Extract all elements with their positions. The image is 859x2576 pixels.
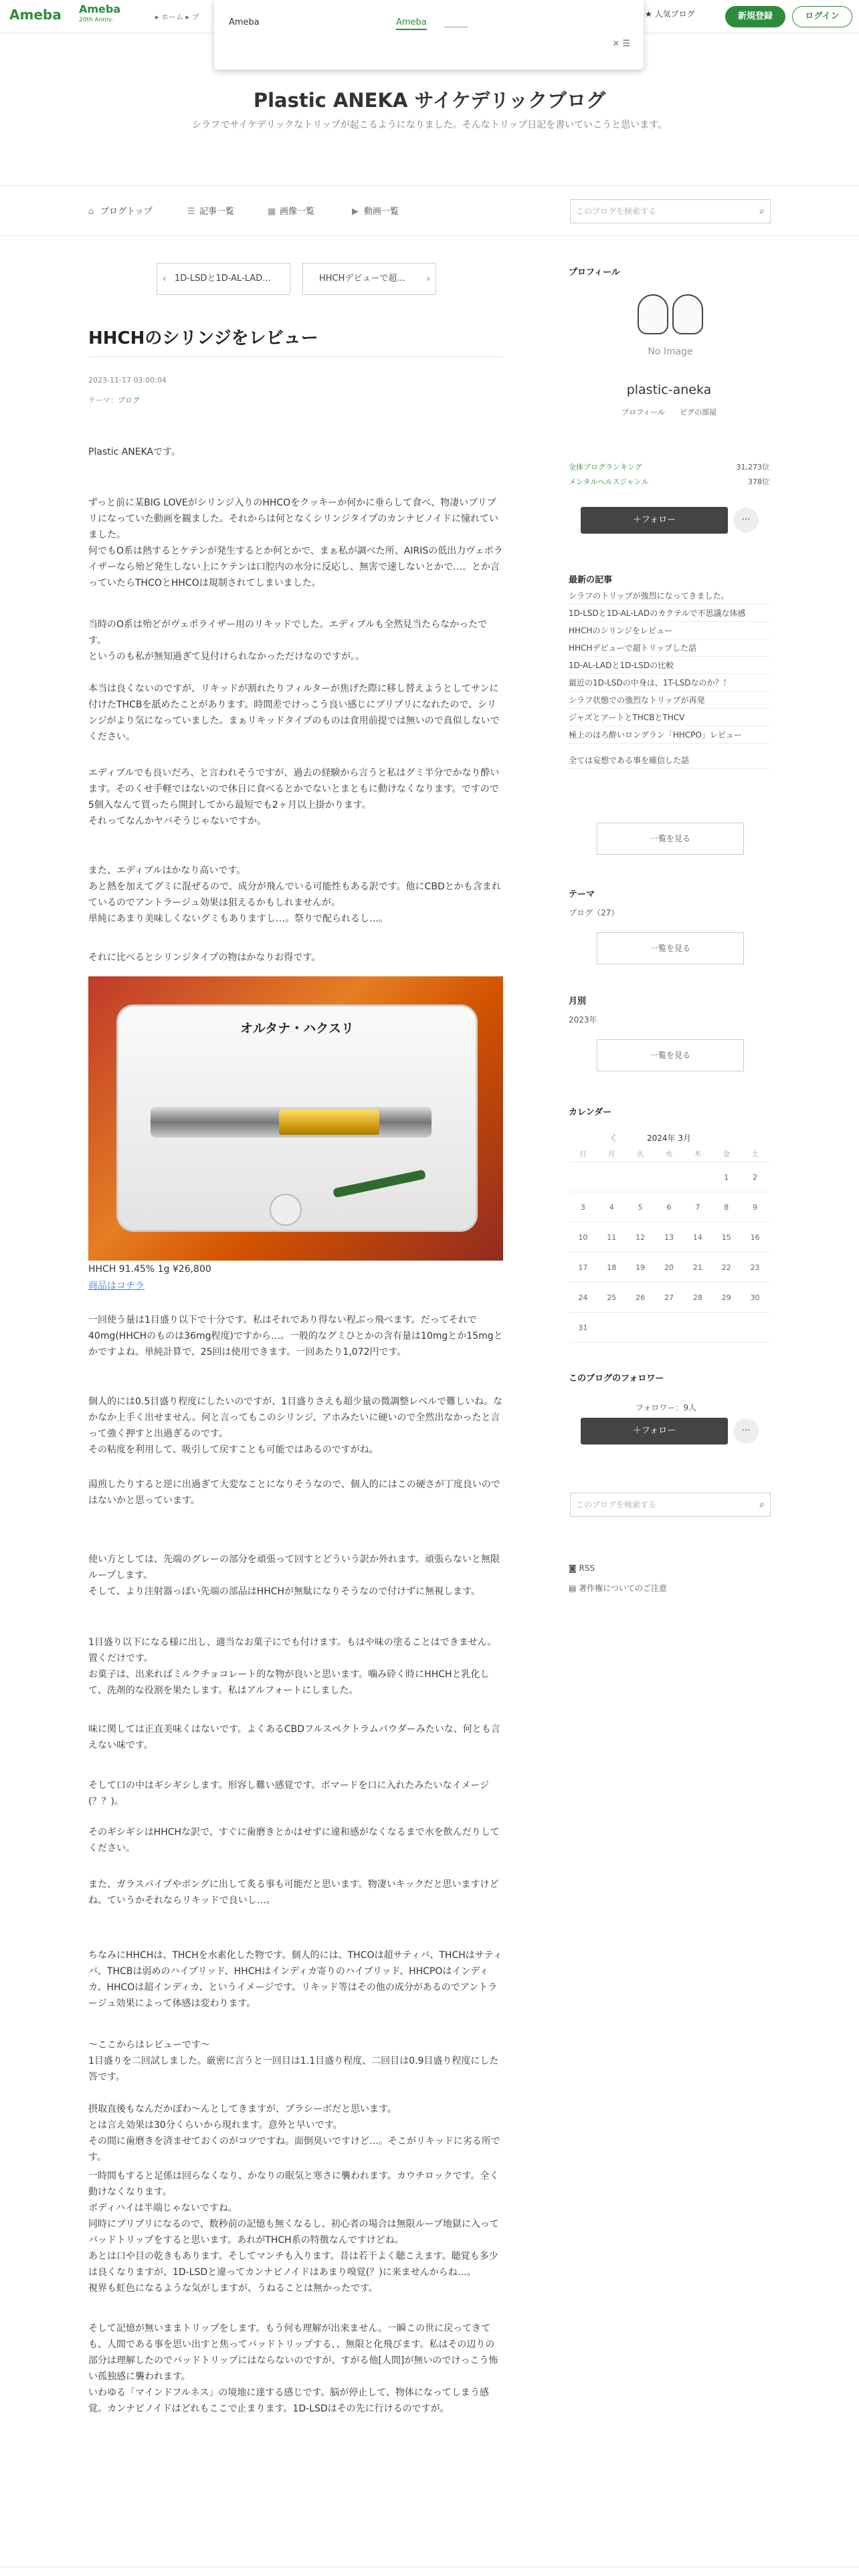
- rank-genre-value: 378位: [748, 477, 769, 486]
- calendar-day: [712, 1313, 741, 1343]
- header-search-input[interactable]: [570, 199, 771, 223]
- calendar-day[interactable]: 20: [655, 1253, 684, 1283]
- calendar-day[interactable]: 3: [569, 1192, 597, 1222]
- calendar-day[interactable]: 29: [712, 1283, 741, 1313]
- syringe-oil: [279, 1109, 379, 1135]
- calendar-day[interactable]: 16: [741, 1222, 769, 1253]
- entry-paragraph: 味に関しては正直美味くはないです。よくあるCBDフルスペクトラムパウダーみたいな、何とも言えない味です。: [88, 1724, 500, 1751]
- calendar-weekday: 土: [741, 1146, 769, 1162]
- popular-blog-link[interactable]: [645, 8, 695, 19]
- video-icon: ▶: [352, 207, 359, 217]
- rank-overall-value: 31,273位: [736, 463, 769, 471]
- blog-description: シラフでサイケデリックなトリップが起こるようになりました。そんなトリップ日記を書いていこうと思います。: [191, 120, 668, 130]
- rank-overall[interactable]: [569, 461, 769, 472]
- nav-videos[interactable]: [352, 204, 399, 217]
- entry-paragraph: ずっと前に某BIG LOVEがシリンジ入りのHHCOをクッキーか何かに垂らして食べ、物凄いブリブリになっていた動画を観ました。それからは何となくシリンジタイプのカンナビノイドに憧れていました。 何でもO系は熱するとケテンが発生するとか何とかで、まぁ私が調べた所、AIRISの低出力ヴェポライザーなら殆ど発生しない上にケテンは口腔内の水分に反応し、無害で速しないとかで…。とか言っていたらTHCOとHHCOは規制されてしまいました。: [88, 498, 503, 588]
- calendar-day[interactable]: 19: [626, 1253, 655, 1283]
- home-icon: ⌂: [88, 207, 94, 217]
- calendar-day[interactable]: 9: [741, 1192, 769, 1222]
- followers-heading: このブログのフォロワー: [569, 1374, 664, 1384]
- breadcrumb[interactable]: ▸ ホーム ▸ ブ: [155, 13, 199, 21]
- recent-article-item[interactable]: HHCHのシリンジをレビュー: [569, 622, 769, 639]
- calendar-weekday: 木: [683, 1146, 712, 1162]
- recent-article-item[interactable]: 極上のほろ酔いロングラン「HHCPO」レビュー: [569, 726, 769, 744]
- entry-paragraph: 〜ここからはレビューです〜 1目盛りを二回試しました。厳密に言うと一回目は1.1目盛り程度、二回目は0.9目盛り程度にした答です。: [88, 2040, 499, 2082]
- calendar-day[interactable]: 2: [741, 1162, 769, 1192]
- rank-overall-label: 全体ブログランキング: [569, 463, 642, 471]
- recent-article-item[interactable]: HHCHデビューで超トリップした話: [569, 639, 769, 657]
- photo-caption: HHCH 91.45% 1g ¥26,800: [88, 1264, 211, 1275]
- calendar-day[interactable]: 22: [712, 1253, 741, 1283]
- ameba-20th-logo-text: Ameba: [79, 3, 121, 15]
- header-search-placeholder: このブログを検索する: [576, 207, 657, 216]
- entry-theme-link[interactable]: ブログ: [118, 396, 140, 405]
- calendar-day[interactable]: 25: [597, 1283, 626, 1313]
- no-image-text: No Image: [648, 346, 693, 357]
- nav-blog-top-label: ブログトップ: [100, 207, 153, 217]
- popup-brand: Ameba: [229, 17, 260, 27]
- login-button[interactable]: ログイン: [792, 6, 852, 27]
- calendar-weekday: 金: [712, 1146, 741, 1162]
- calendar-day[interactable]: 17: [569, 1253, 597, 1283]
- calendar-day[interactable]: 14: [683, 1222, 712, 1253]
- theme-item[interactable]: ブログ（27）: [569, 908, 619, 918]
- rank-genre[interactable]: [569, 476, 769, 487]
- product-photo[interactable]: [88, 976, 503, 1261]
- follow-button-bottom[interactable]: ＋フォロー: [581, 1418, 728, 1444]
- popular-blog-label: 人気ブログ: [654, 9, 695, 19]
- entry-paragraph: 1目盛り以下になる様に出し、適当なお菓子にでも付けます。もはや味の塗ることはできません。置くだけです。 お菓子は、出来ればミルクチョコレート的な物が良いと思います。噛み砕く時にHHCHと乳化して、洗剤的な役割を果たします。私はアルフォートにしました。: [88, 1637, 497, 1696]
- popup-close-icon[interactable]: × ☰: [612, 39, 630, 49]
- syringe-case: [116, 1004, 478, 1232]
- next-entry-link[interactable]: [302, 263, 436, 295]
- chevron-right-icon: ›: [426, 274, 430, 284]
- entry-paragraph: そのギシギシはHHCHな訳で、すぐに歯磨きとかはせずに違和感がなくなるまで水を飲んだりしてください。: [88, 1827, 500, 1854]
- calendar-prev-icon[interactable]: 〈: [607, 1134, 616, 1143]
- entry-paragraph: 本当は良くないのですが、リキッドが割れたりフィルターが焦げた際に移し替えようとしてサンに付けたTHCBを舐めたことがあります。時間差でけっこう良い感じにブリブリになれたので、シリンジがより気になっていました。まぁリキッドタイプのものは食用前提では無いので真似しないでください。: [88, 683, 500, 742]
- calendar-day: [683, 1162, 712, 1192]
- monthly-item[interactable]: 2023年: [569, 1015, 597, 1025]
- popup-link[interactable]: Ameba: [396, 17, 427, 30]
- sidebar-search-placeholder: このブログを検索する: [576, 1500, 657, 1509]
- recent-article-item[interactable]: シラフのトリップが強烈になってきました。: [569, 587, 769, 605]
- calendar-day[interactable]: 13: [655, 1222, 684, 1253]
- entry-paragraph: 摂取直後もなんだかぼわ〜んとしてきますが、プラシーボだと思います。 とは言え効果は30分くらいから現れます。意外と早いです。 その間に歯磨きを済ませておくのがコツですね。面倒臭いですけど…。そこがリキッドに劣る所です。: [88, 2104, 500, 2163]
- calendar-day[interactable]: 7: [683, 1192, 712, 1222]
- nav-blog-top[interactable]: [88, 204, 153, 217]
- entry-paragraph: そして記憶が無いままトリップをします。もう何も理解が出来ません。一瞬この世に戻ってきても、人間である事を思い出すと焦ってバッドトリップする、、無限と化飛びます。私はその辺りの部分は理解したのでバッドトリップにはならないのですが、すがる他[人間]が無いのでけっこう怖い孤独感に襲われます。 いわゆる「マインドフルネス」の境地に達する感じです。脳が停止して、物体になってしまう感覚。カンナビノイドはどれもここで止まります。1D-LSDはその先に行けるのですが。: [88, 2323, 498, 2414]
- star-icon: ★: [645, 9, 652, 19]
- photo-label: オルタナ・ハクスリ: [240, 1021, 355, 1036]
- rss-icon: ◙: [569, 1564, 577, 1573]
- entry-paragraph: 個人的には0.5目盛り程度にしたいのですが、1目盛りさえも超少量の微調整レベルで難しいね。なかなか上手く出せません。何と言ってもこのシリンジ、アホみたいに硬いので全然出なかったと言って強く押すと出過ぎるのです。 その粘度を利用して、吸引して戻すことも可能ではあるのですがね。: [88, 1396, 503, 1455]
- entry-paragraph: 使い方としては、先端のグレーの部分を頑張って回すとどういう訳か外れます。頑張らないと無限ループします。 そして、より注射器っぽい先端の部品はHHCHが無駄になりそうなので付けずに無視します。: [88, 1554, 500, 1597]
- nav-articles[interactable]: [187, 204, 234, 217]
- prev-entry-label: 1D-LSDと1D-AL-LAD...: [175, 274, 271, 284]
- calendar-day[interactable]: 1: [712, 1162, 741, 1192]
- calendar-weekday: 月: [597, 1146, 626, 1162]
- calendar-day[interactable]: 8: [712, 1192, 741, 1222]
- calendar-day: [597, 1313, 626, 1343]
- recent-see-list-button[interactable]: 一覧を見る: [597, 823, 744, 855]
- monthly-heading: 月別: [569, 996, 587, 1006]
- entry-paragraph: それに比べるとシリンジタイプの物はかなりお得です。: [88, 952, 321, 963]
- calendar-day[interactable]: 11: [597, 1222, 626, 1253]
- chevron-left-icon: ‹: [163, 274, 167, 284]
- recent-article-item[interactable]: シラフ状態での強烈なトリップが再発: [569, 691, 769, 709]
- calendar-day[interactable]: 15: [712, 1222, 741, 1253]
- ameba-20th-sub: 20th Anniv.: [79, 17, 114, 23]
- calendar-day[interactable]: 4: [597, 1192, 626, 1222]
- entry-paragraph: 一回使う量は1目盛り以下で十分です。私はそれであり得ない程ぶっ飛べます。だってそれで40mg(HHCHのものは36mg程度)ですから…。一般的なグミひとかの含有量は10mgとか15mgとかですよね。単純計算で、25回は使用できます。一回あたり1,072円です。: [88, 1315, 503, 1358]
- recent-article-item[interactable]: ジャズとアートとTHCBとTHCV: [569, 709, 769, 726]
- entry-paragraph: Plastic ANEKAです。: [88, 447, 181, 457]
- ameba-logo[interactable]: Ameba: [9, 7, 62, 23]
- theme-heading: テーマ: [569, 889, 595, 899]
- calendar-weekday: 日: [569, 1146, 597, 1162]
- follow-button[interactable]: ＋フォロー: [581, 507, 728, 534]
- more-options-bottom-icon[interactable]: ···: [733, 1418, 759, 1444]
- sidebar-search-icon[interactable]: ⌕: [759, 1499, 765, 1510]
- calendar-day: [597, 1162, 626, 1192]
- avatar-figure-left: [638, 294, 668, 334]
- entry-paragraph: エディブルでも良いだろ、と言われそうですが、過去の経験から言うと私はグミ半分でかなり酔います。そのくせ手軽ではないので休日に食べるとかでないとまともに動けなくなります。ですので5個入なんて買ったら開封してから最短でも2ヶ月以上掛かります。 それってなんかヤバそうじゃないですか。: [88, 768, 500, 827]
- calendar-day[interactable]: 24: [569, 1283, 597, 1313]
- calendar-day[interactable]: 28: [683, 1283, 712, 1313]
- blog-title[interactable]: Plastic ANEKA サイケデリックブログ: [253, 89, 606, 112]
- calendar-day[interactable]: 12: [626, 1222, 655, 1253]
- calendar-day: [626, 1162, 655, 1192]
- calendar-heading: カレンダー: [569, 1107, 612, 1117]
- entry-paragraph: 当時のO系は殆どがヴェポライザー用のリキッドでした。エディブルも全然見当たらなかったです。 というのも私が無知過ぎて見付けられなかっただけなのですが。。: [88, 619, 488, 662]
- needle-cap: [332, 1170, 426, 1198]
- recent-article-item[interactable]: 全ては妄想である事を確信した話: [569, 752, 769, 769]
- next-entry-label: HHCHデビューで超...: [319, 274, 405, 284]
- rss-link[interactable]: [569, 1564, 595, 1573]
- calendar-day: [683, 1313, 712, 1343]
- prev-entry-link[interactable]: [157, 263, 290, 295]
- recent-heading: 最新の記事: [569, 575, 613, 585]
- entry-paragraph: ちなみにHHCHは、THCHを水素化した物です。個人的には、THCOは超サティバ、THCHはサティバ、THCBは弱めのハイブリッド、HHCHはインディカ寄りのハイブリッド、HHCPOはインディカ、HHCOは超インディカ、というイメージです。リキッド等はその他の成分があるのでアントラージュ効果によって体感は変わります。: [88, 1950, 502, 2009]
- calendar: [569, 1130, 769, 1343]
- nav-divider: [0, 235, 859, 236]
- rss-label: RSS: [579, 1564, 595, 1573]
- calendar-day: [655, 1313, 684, 1343]
- theme-see-list-button[interactable]: 一覧を見る: [597, 932, 744, 964]
- nav-images-label: 画像一覧: [280, 207, 315, 217]
- nav-videos-label: 動画一覧: [364, 207, 399, 217]
- product-link[interactable]: 商品はコチラ: [88, 1281, 145, 1291]
- copyright-label: 著作権についてのご注意: [579, 1584, 667, 1593]
- recent-articles-list: [569, 587, 769, 769]
- monthly-see-list-button[interactable]: 一覧を見る: [597, 1039, 744, 1071]
- entry-paragraph: 湯煎したりすると逆に出過ぎて大変なことになりそうなので、個人的にはこの硬さが丁度良いのではないかと思っています。: [88, 1479, 500, 1506]
- register-button[interactable]: 新規登録: [725, 6, 785, 27]
- avatar[interactable]: [632, 294, 708, 361]
- sidebar-search-input[interactable]: [570, 1493, 771, 1517]
- recent-article-item[interactable]: 1D-LSDと1D-AL-LADのカクテルで不思議な体感: [569, 605, 769, 622]
- entry-paragraph: 一時間もすると足係は回らなくなり、かなりの眠気と寒さに襲われます。カウチロックです。全く動けなくなります。 ボディハイは半端じゃないですね。 同時にブリブリになるので、数秒前の記憶も無くなるし、初心者の場合は無限ループ地獄に入ってバッドトリップをすると思います。あれがTHCH系の特徴なんですけどね。 あとは口や目の乾きもあります。そしてマンチも入ります。昔は若干よく聴こえます。聴覚も多少は良くなりますが、1D-LSDと違ってカンナビノイドはあまり嗅覚(？)に来ませんからね…。 視界も虹色になるような気がしますが、うねることは無かったです。: [88, 2171, 499, 2294]
- calendar-day[interactable]: 21: [683, 1253, 712, 1283]
- entry-theme-label: テーマ：: [88, 396, 118, 405]
- more-options-icon[interactable]: ···: [733, 508, 759, 533]
- entry-title[interactable]: HHCHのシリンジをレビュー: [88, 328, 318, 348]
- calendar-day[interactable]: 10: [569, 1222, 597, 1253]
- image-icon: ▦: [268, 207, 276, 217]
- calendar-day[interactable]: 23: [741, 1253, 769, 1283]
- calendar-day[interactable]: 26: [626, 1283, 655, 1313]
- calendar-grid: [569, 1146, 769, 1343]
- document-icon: ▤: [569, 1584, 577, 1593]
- calendar-day: [741, 1313, 769, 1343]
- recent-article-item[interactable]: 最近の1D-LSDの中身は、1T-LSDなのか？！: [569, 674, 769, 691]
- profile-name[interactable]: plastic-aneka: [626, 383, 712, 397]
- entry-theme: [88, 395, 140, 405]
- followers-count[interactable]: フォロワー：9人: [636, 1403, 697, 1412]
- calendar-day: [626, 1313, 655, 1343]
- entry-date: 2023-11-17 03:00:04: [88, 376, 167, 385]
- calendar-day: [655, 1162, 684, 1192]
- rank-genre-label: メンタルヘルスジャンル: [569, 477, 649, 486]
- round-cap: [270, 1194, 302, 1226]
- search-icon[interactable]: ⌕: [759, 206, 765, 217]
- calendar-weekday: 水: [655, 1146, 684, 1162]
- calendar-day[interactable]: 27: [655, 1283, 684, 1313]
- ameba-20th-logo[interactable]: [79, 4, 120, 25]
- entry-paragraph: また、ガラスパイプやボングに出して炙る事も可能だと思います。物凄いキックだと思いますけどね。ていうかそれならリキッドで良いし…。: [88, 1879, 499, 1906]
- calendar-day[interactable]: 30: [741, 1283, 769, 1313]
- avatar-figure-right: [672, 294, 703, 334]
- entry-paragraph: また、エディブルはかなり高いです。 あと熱を加えてグミに混ぜるので、成分が飛んでいる可能性もある訳です。他にCBDとかも含まれているのでアントラージュ効果は狙えるかもしれませんが。 単純にあまり美味しくないグミもありますし…。祭りで配られるし…。: [88, 865, 501, 924]
- calendar-weekday: 火: [626, 1146, 655, 1162]
- entry-title-divider: [88, 356, 503, 357]
- calendar-day[interactable]: 5: [626, 1192, 655, 1222]
- list-icon: ☰: [187, 207, 195, 217]
- recent-article-item[interactable]: 1D-AL-LADと1D-LSDの比較: [569, 657, 769, 674]
- entry-paragraph: そして口の中はギシギシします。形容し難い感覚です。ボマードを口に入れたみたいなイメージ(？？)。: [88, 1780, 490, 1807]
- calendar-day[interactable]: 18: [597, 1253, 626, 1283]
- calendar-day: [569, 1162, 597, 1192]
- nav-images[interactable]: [268, 204, 314, 217]
- ameba-popup: [214, 0, 644, 70]
- nav-articles-label: 記事一覧: [199, 207, 235, 217]
- calendar-day[interactable]: 6: [655, 1192, 684, 1222]
- calendar-day[interactable]: 31: [569, 1313, 597, 1343]
- profile-links[interactable]: プロフィール ピグの部屋: [622, 408, 717, 417]
- calendar-header: [569, 1130, 769, 1146]
- calendar-title: 2024年 3月: [647, 1134, 691, 1143]
- header-divider: [0, 185, 859, 186]
- profile-heading: プロフィール: [569, 267, 620, 278]
- copyright-link[interactable]: [569, 1582, 667, 1594]
